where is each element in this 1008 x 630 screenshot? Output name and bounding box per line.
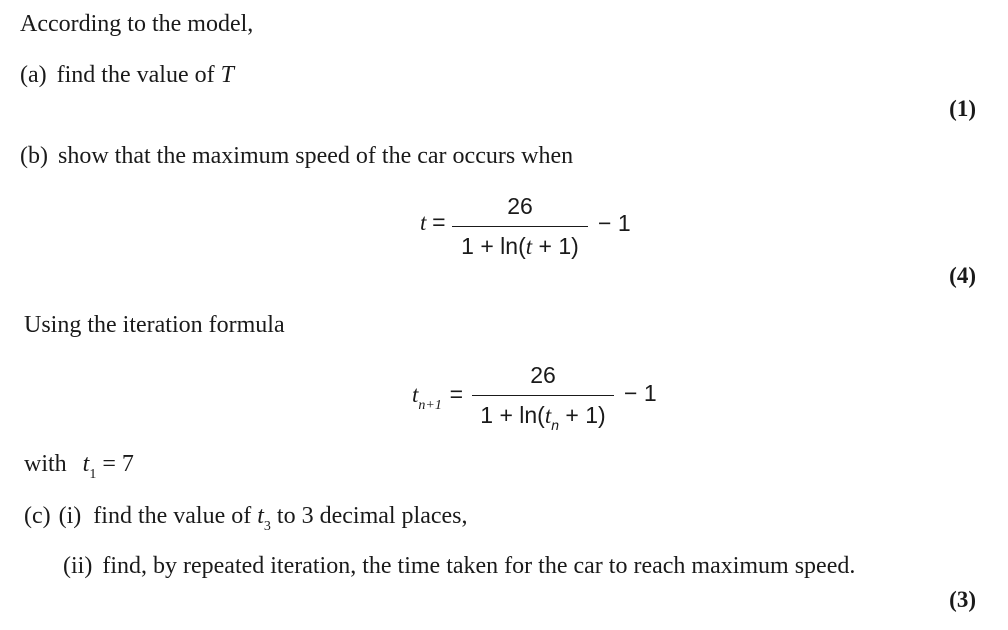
part-c-ii-question [63, 554, 855, 578]
part-b-fraction [452, 193, 588, 260]
part-a-label: (a) [20, 62, 47, 88]
with-var: t [82, 451, 90, 477]
iteration-lhs-sub: n+1 [418, 398, 442, 413]
iteration-den-suffix: + 1) [559, 402, 606, 428]
part-c-marks: (3) [949, 587, 976, 612]
intro-text: According to the model, [20, 11, 254, 37]
part-a-marks: (1) [949, 96, 976, 121]
part-a-variable: T [220, 62, 234, 88]
part-b-denominator [452, 227, 588, 260]
part-c-i-var: t [257, 503, 264, 529]
part-b-label: (b) [20, 143, 48, 169]
part-b-den-suffix: + 1) [532, 233, 579, 259]
part-b-eq-lhs: t [420, 210, 427, 235]
part-c-i-text-before: find the value of [93, 503, 252, 529]
iteration-fraction [472, 362, 614, 433]
iteration-den-var: t [544, 403, 552, 428]
part-c-ii-text: find, by repeated iteration, the time taken for the car to reach maximum speed. [102, 553, 856, 579]
iteration-numerator: 26 [530, 362, 556, 388]
part-c-i-label: (i) [58, 503, 82, 529]
iteration-den-prefix: 1 + ln( [480, 402, 545, 428]
with-rest: = 7 [96, 451, 134, 477]
part-b-den-prefix: 1 + ln( [461, 233, 526, 259]
part-c-label: (c) [24, 503, 51, 529]
part-c-i-sub: 3 [263, 519, 271, 534]
with-text: with [24, 451, 67, 477]
part-b-question [20, 144, 573, 168]
part-a-text: find the value of [56, 62, 215, 88]
iteration-den-sub: n [551, 417, 560, 433]
with-sub: 1 [89, 467, 97, 482]
with-line [24, 451, 134, 482]
part-b-text: show that the maximum speed of the car occurs when [57, 143, 574, 169]
iteration-lhs-var: t [412, 382, 419, 407]
part-b-eq-minus: − 1 [598, 210, 631, 236]
iteration-intro: Using the iteration formula [24, 312, 285, 338]
part-b-eq-equals: = [432, 209, 446, 235]
part-b-den-var: t [525, 234, 533, 259]
part-c-i-question [24, 503, 468, 534]
part-a-question [20, 63, 234, 87]
part-b-marks: (4) [949, 263, 976, 288]
iteration-denominator [472, 396, 614, 433]
part-b-numerator: 26 [507, 193, 533, 219]
iteration-minus: − 1 [624, 380, 657, 406]
part-c-i-text-after: to 3 decimal places, [276, 503, 468, 529]
iteration-equals: = [449, 381, 464, 407]
part-c-ii-label: (ii) [63, 553, 93, 579]
